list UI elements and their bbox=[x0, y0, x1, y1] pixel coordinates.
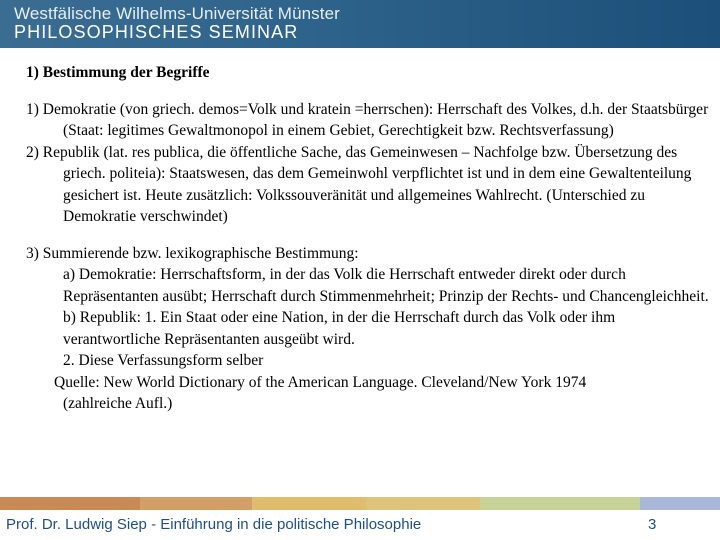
bar-segment bbox=[366, 497, 480, 510]
footer-color-bar bbox=[0, 497, 720, 510]
summary-republik-1: b) Republik: 1. Ein Staat oder eine Nation, in der die Herrschaft durch das Volk oder ihm verantwortliche Repräsentanten ausgeübt wird. bbox=[63, 309, 616, 348]
bar-segment bbox=[0, 497, 140, 510]
slide-heading: 1) Bestimmung der Begriffe bbox=[26, 64, 210, 81]
definition-demokratie: 1) Demokratie (von griech. demos=Volk und kratein =herrschen): Herrschaft des Volkes, d.h. der Staatsbürger (Staat: legitimes Gewaltmonopol in einem Gebiet, Gerechtigkeit bzw. Rechtsverfassung) bbox=[26, 100, 709, 139]
university-header-banner bbox=[0, 0, 720, 48]
university-name: Westfälische Wilhelms-Universität Münster bbox=[14, 4, 340, 23]
slide-body bbox=[26, 62, 712, 415]
source-citation: Quelle: New World Dictionary of the American Language. Cleveland/New York 1974 bbox=[54, 373, 587, 391]
footer-author-course: Prof. Dr. Ludwig Siep - Einführung in die politische Philosophie bbox=[6, 516, 422, 533]
seminar-name: PHILOSOPHISCHES SEMINAR bbox=[14, 22, 299, 42]
bar-segment bbox=[252, 497, 366, 510]
source-note: (zahlreiche Aufl.) bbox=[63, 395, 173, 412]
page-number: 3 bbox=[648, 516, 657, 533]
definition-republik: 2) Republik (lat. res publica, die öffentliche Sache, das Gemeinwesen – Nachfolge bzw. Übersetzung des griech. politeia): Staatswesen, das dem Gemeinwohl verpflichtet ist und in dem eine Gewaltenteilung gesichert ist. Heute zusätzlich: Volkssouveränität und allgemeines Wahlrecht. (Unterschied zu Demokratie verschwindet) bbox=[26, 143, 692, 225]
summary-republik-2: 2. Diese Verfassungsform selber bbox=[63, 352, 264, 369]
bar-segment bbox=[640, 497, 720, 510]
bar-segment bbox=[480, 497, 640, 510]
bar-segment bbox=[140, 497, 252, 510]
summary-demokratie: a) Demokratie: Herrschaftsform, in der das Volk die Herrschaft entweder direkt oder durch Repräsentanten ausübt; Herrschaft durch Stimmenmehrheit; Prinzip der Rechts- und Chancengleichheit. bbox=[63, 266, 709, 305]
summary-title: 3) Summierende bzw. lexikographische Bestimmung: bbox=[26, 244, 359, 262]
